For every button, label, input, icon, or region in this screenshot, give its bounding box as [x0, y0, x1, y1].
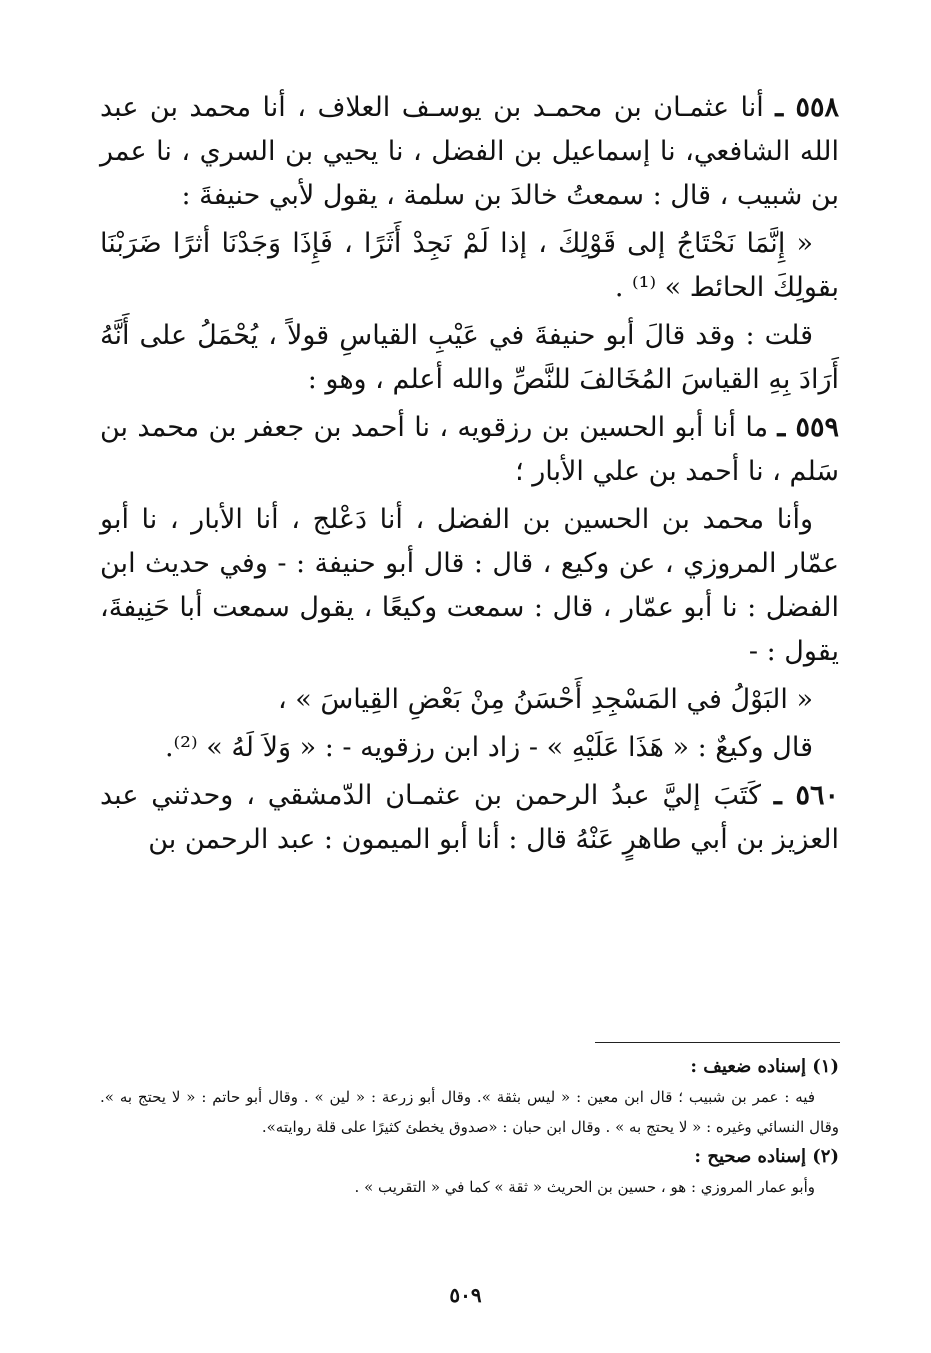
- footnote-1-body: فيه : عمر بن شبيب ؛ قال ابن معين : « ليس بثقة ». وقال أبو زرعة : « لين » . وقال أبو حاتم : « لا يحتج به ». وقال النسائي وغيره : « لا يحتج به » . وقال ابن حبان : «صدوق يخطئ كثيرًا على قلة روايته».: [100, 1088, 839, 1136]
- page-number: ٥٠٩: [449, 1283, 482, 1307]
- entry-559-quote: « البَوْلُ في المَسْجِدِ أَحْسَنُ مِنْ بَعْضِ القِياسَ » ،: [277, 684, 813, 715]
- entry-560-paragraph: [100, 774, 839, 862]
- entry-559-waki-remark: قال وكيعٌ : « هَذَا عَلَيْهِ » - زاد ابن رزقويه - : « وَلاَ لَهُ » ⁽²⁾.: [164, 732, 813, 763]
- footnote-2-heading: (٢) إسناده صحيح :: [694, 1146, 839, 1167]
- entry-558-comment: قلت : وقد قالَ أبو حنيفةَ في عَيْبِ القياسِ قولاً ، يُحْمَلُ على أَنَّهُ أَرَادَ بِهِ القياسَ المُخَالفَ للنَّصِّ والله أعلم ، وهو :: [100, 320, 839, 395]
- footnote-1-heading: (١) إسناده ضعيف :: [690, 1056, 839, 1077]
- entry-number-559: ٥٥٩ ـ: [777, 412, 839, 443]
- main-text: [100, 86, 839, 866]
- entry-number-560: ٥٦٠ ـ: [773, 780, 840, 811]
- footnote-2-body: وأبو عمار المروزي : هو ، حسين بن الحريث « ثقة » كما في « التقريب » .: [354, 1178, 815, 1196]
- entry-559-paragraph: [100, 406, 839, 494]
- entry-number-558: ٥٥٨ ـ: [775, 92, 839, 123]
- entry-558-paragraph: [100, 86, 839, 218]
- entry-559-second-chain: وأنا محمد بن الحسين بن الفضل ، أنا دَعْلج ، أنا الأبار ، نا أبو عمّار المروزي ، عن وكيع ، قال : قال أبو حنيفة : - وفي حديث ابن الفضل : نا أبو عمّار ، قال : سمعت وكيعًا ، يقول سمعت أبا حَنِيفةَ، يقول : -: [100, 504, 839, 667]
- entry-558-text: أنا عثمـان بن محمـد بن يوسـف العلاف ، أنا محمد بن عبد الله الشافعي، نا إسماعيل بن الفضل ، نا يحيي بن السري ، نا عمر بن شبيب ، قال : سمعتُ خالدَ بن سلمة ، يقول لأبي حنيفةَ :: [100, 92, 839, 211]
- entry-560-text: كَتَبَ إليَّ عبدُ الرحمن بن عثمـان الدّمشقي ، وحدثني عبد العزيز بن أبي طاهرٍ عَنْهُ قال : أنا أبو الميمون : عبد الرحمن بن: [100, 780, 839, 855]
- entry-558-quote: « إِنَّمَا نَحْتَاجُ إلى قَوْلِكَ ، إذا لَمْ نَجِدْ أَثَرًا ، فَإِذَا وَجَدْنَا أثرًا ضَرَبْنَا بقولِكَ الحائط » ⁽¹⁾ .: [100, 228, 839, 303]
- footnotes: [100, 1052, 839, 1202]
- footnote-divider: [595, 1042, 840, 1043]
- entry-559-text: ما أنا أبو الحسين بن رزقويه ، نا أحمد بن جعفر بن محمد بن سَلم ، نا أحمد بن علي الأبار ؛: [100, 412, 839, 487]
